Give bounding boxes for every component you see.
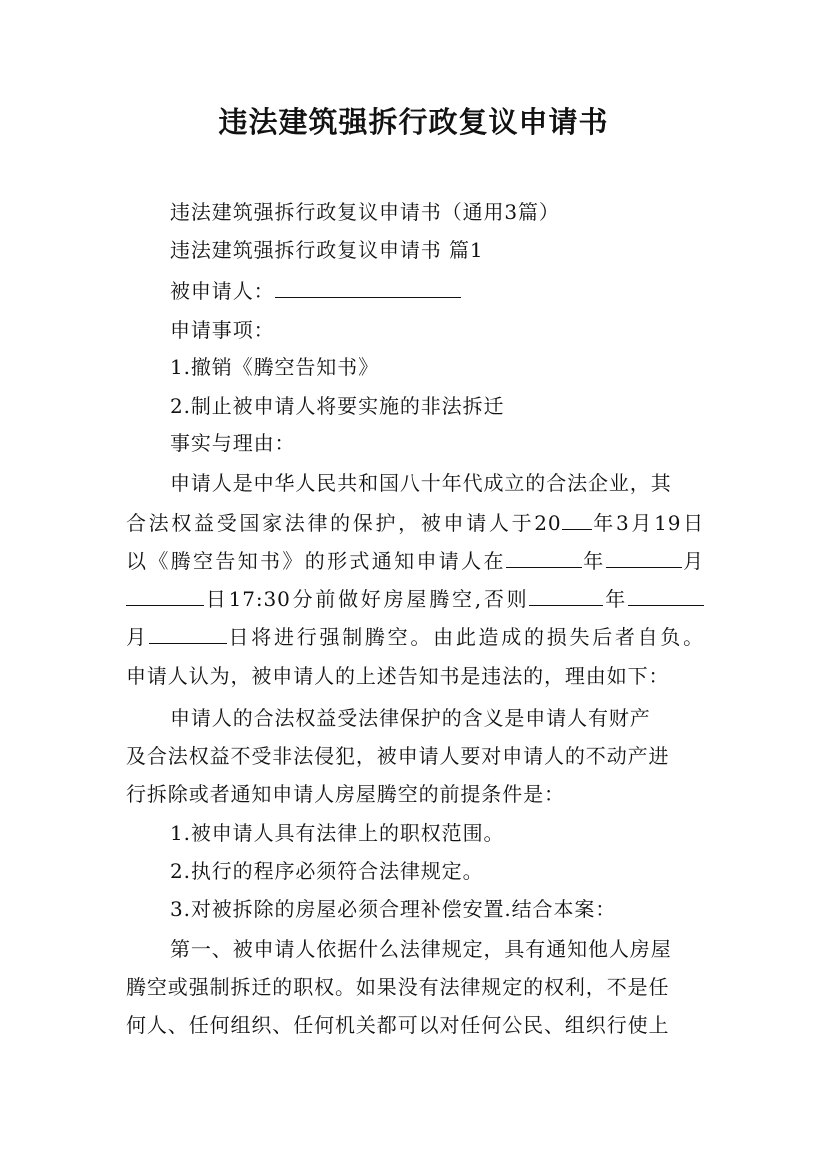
paragraph-1-line-3 [126, 546, 704, 576]
paragraph-1-line-3-text-c: 月 [681, 549, 704, 573]
request-item-2: 2.制止被申请人将要实施的非法拆迁 [170, 394, 505, 418]
paragraph-1-line-4-text-b: 年 [603, 587, 628, 611]
request-heading: 申请事项： [170, 318, 275, 342]
paragraph-3-line-1: 第一、被申请人依据什么法律规定，具有通知他人房屋 [170, 937, 672, 961]
condition-2: 2.执行的程序必须符合法律规定。 [170, 859, 484, 883]
paragraph-1-line-6: 申请人认为，被申请人的上述告知书是违法的，理由如下： [126, 664, 670, 688]
paragraph-1-line-4 [126, 584, 704, 614]
request-item-1: 1.撤销《腾空告知书》 [170, 355, 379, 379]
enforce-year-blank [529, 585, 603, 606]
paragraph-1-line-5-text-a: 月 [126, 625, 149, 649]
paragraph-1-line-2 [126, 508, 704, 538]
paragraph-2-line-2: 及合法权益不受非法侵犯，被申请人要对申请人的不动产进 [126, 744, 670, 768]
part-heading: 违法建筑强拆行政复议申请书 篇1 [170, 238, 484, 262]
paragraph-2-line-3: 行拆除或者通知申请人房屋腾空的前提条件是： [126, 782, 565, 806]
respondent-blank [275, 277, 461, 298]
condition-1: 1.被申请人具有法律上的职权范围。 [170, 821, 505, 845]
paragraph-1-line-5 [126, 622, 704, 652]
paragraph-3-line-2: 腾空或强制拆迁的职权。如果没有法律规定的权利，不是任 [126, 975, 670, 999]
respondent-line [170, 276, 461, 306]
deadline-month-blank [606, 547, 682, 568]
enforce-day-blank [149, 623, 227, 644]
paragraph-3-line-3: 何人、任何组织、任何机关都可以对任何公民、组织行使上 [126, 1013, 670, 1037]
paragraph-1-line-3-text-a: 以《腾空告知书》的形式通知申请人在 [126, 549, 506, 573]
facts-heading: 事实与理由： [170, 431, 296, 455]
deadline-day-blank [126, 585, 204, 606]
paragraph-1-line-3-text-b: 年 [581, 549, 606, 573]
paragraph-1-line-2-text-a: 合法权益受国家法律的保护，被申请人于20 [126, 511, 562, 535]
paragraph-1-line-5-text-b: 日将进行强制腾空。由此造成的损失后者自负。 [226, 625, 704, 649]
paragraph-1-line-2-text-b: 年3月19日 [591, 511, 704, 535]
paragraph-1-line-1: 申请人是中华人民共和国八十年代成立的合法企业，其 [170, 471, 672, 495]
year-blank [562, 509, 592, 530]
deadline-year-blank [506, 547, 582, 568]
condition-3: 3.对被拆除的房屋必须合理补偿安置.结合本案： [170, 897, 617, 921]
respondent-label: 被申请人： [170, 279, 275, 303]
paragraph-1-line-4-text-a: 日17:30分前做好房屋腾空,否则 [204, 587, 530, 611]
enforce-month-blank [628, 585, 704, 606]
subtitle-line: 违法建筑强拆行政复议申请书（通用3篇） [170, 200, 560, 224]
paragraph-2-line-1: 申请人的合法权益受法律保护的含义是申请人有财产 [170, 706, 651, 730]
document-title: 违法建筑强拆行政复议申请书 [218, 105, 609, 139]
